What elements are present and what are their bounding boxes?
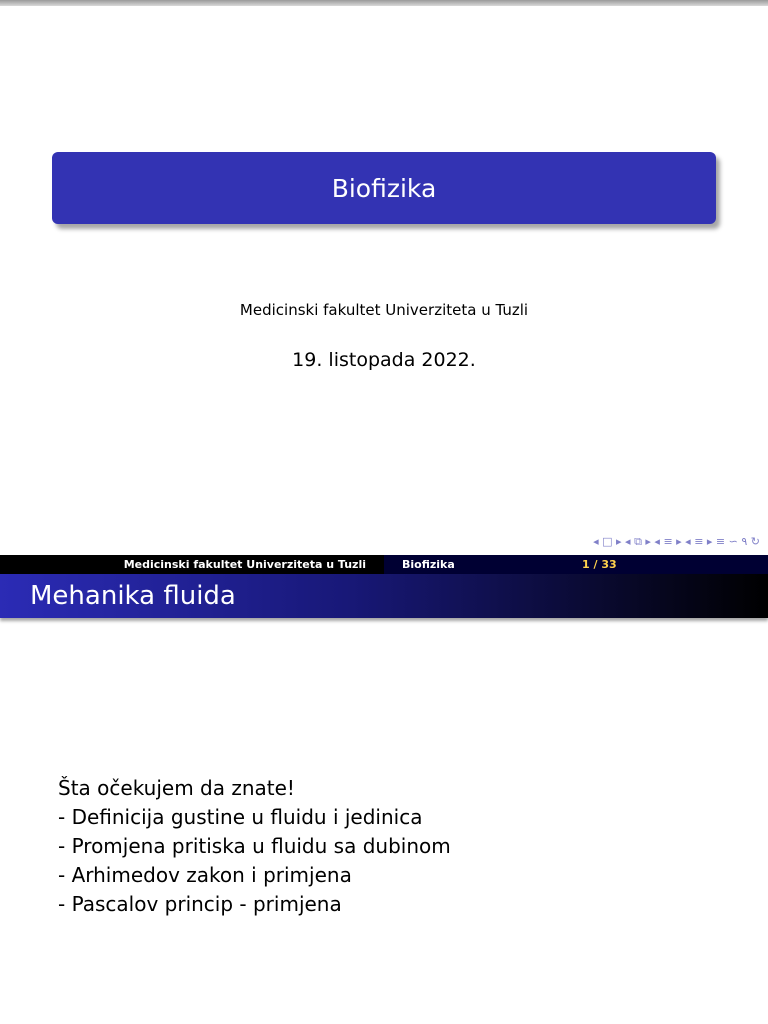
frame-title-bar: [0, 574, 768, 618]
slide-title: Biofizika: [331, 173, 437, 203]
footline-title-section: [384, 555, 768, 574]
content-line: - Definicija gustine u fluidu i jedinica: [58, 805, 423, 829]
institute-name: Medicinski fakultet Univerziteta u Tuzli: [239, 301, 529, 319]
footline: [0, 555, 768, 574]
frame-title: Mehanika fluida: [30, 581, 236, 611]
content-line: - Promjena pritiska u fluidu sa dubinom: [58, 834, 451, 858]
footline-title: Biofizika: [402, 558, 455, 571]
footline-institute-section: [0, 555, 384, 574]
content-line: - Pascalov princip - primjena: [58, 892, 342, 916]
page-top-edge: [0, 0, 768, 6]
slide-content: [58, 774, 451, 919]
presentation-date: 19. listopada 2022.: [292, 349, 476, 371]
content-line-heading: Šta očekujem da znate!: [58, 776, 295, 800]
title-block: [52, 152, 716, 224]
footline-institute: Medicinski fakultet Univerziteta u Tuzli: [123, 558, 366, 571]
beamer-navigation-icons[interactable]: ◂ □ ▸ ◂ ⧉ ▸ ◂ ≡ ▸ ◂ ≡ ▸ ≡ ∽ ۹ ↻: [593, 535, 760, 548]
content-line: - Arhimedov zakon i primjena: [58, 863, 352, 887]
footline-page-number: 1 / 33: [582, 558, 617, 571]
